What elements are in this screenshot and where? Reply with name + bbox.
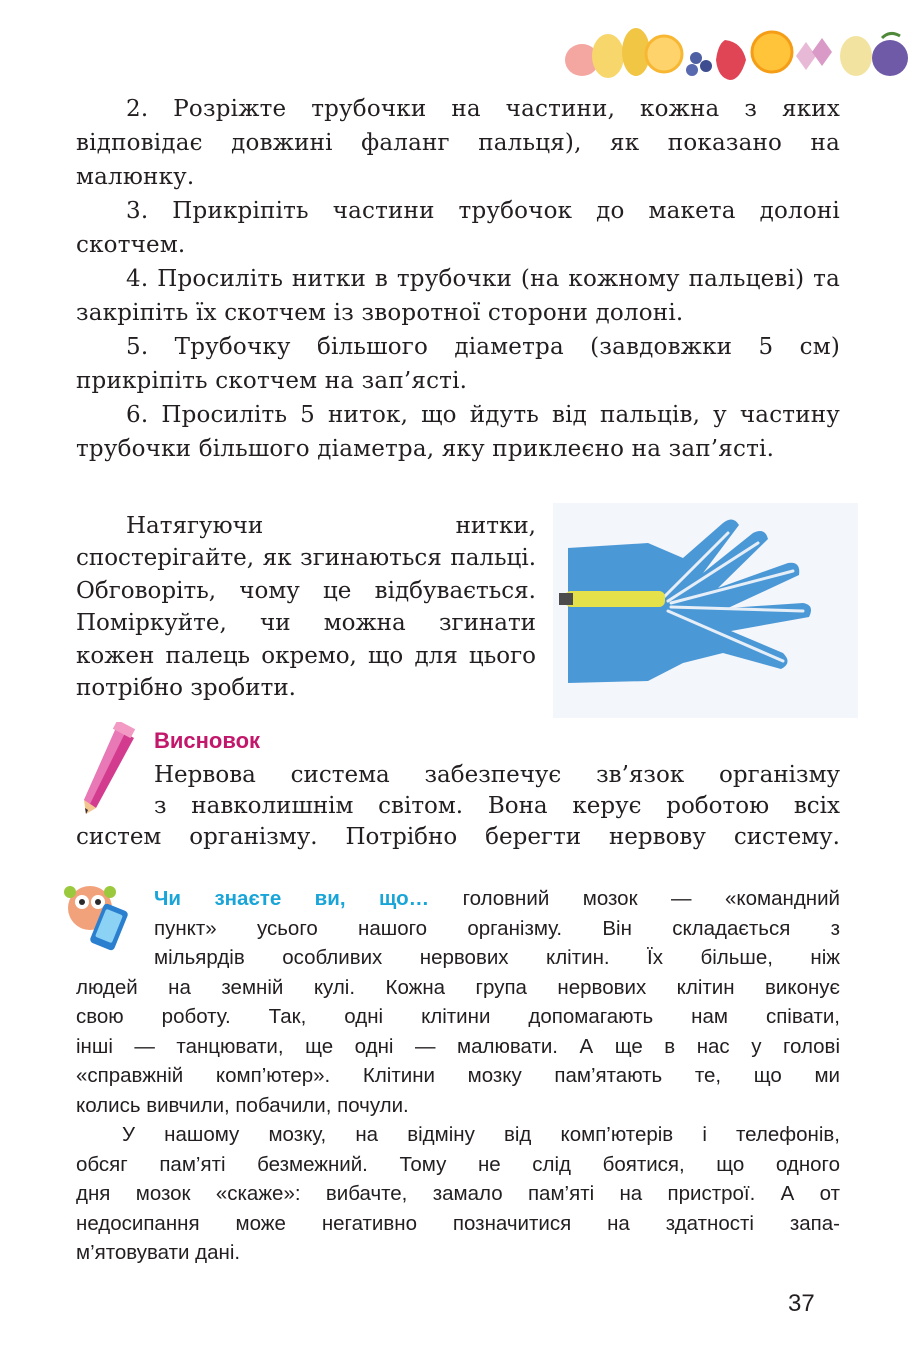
facts-line: інші — танцювати, ще одні — малювати. А ще в нас у голові (76, 1034, 840, 1058)
facts-line: недосипання може негативно позначитися на здатності запа- (76, 1211, 840, 1235)
fruit-decoration-icon (560, 22, 918, 84)
observation-text: Натягуючи нитки, спостерігайте, як згинаються пальці. Обговоріть, чому це відбувається. Поміркуйте, чи можна згинати кожен палець окремо, що для цього потрібно зробити. (76, 513, 536, 702)
facts-line: мільярдів особливих нервових клітин. Їх більше, ніж (154, 946, 840, 969)
conclusion-line: систем організму. Потрібно берегти нервову систему. (76, 824, 840, 850)
facts-line: «справжній комп’ютер». Клітини мозку пам’ятають те, що ми (76, 1064, 840, 1087)
facts-line: обсяг пам’яті безмежний. Тому не слід боятися, що одного (76, 1152, 840, 1176)
facts-line: пункт» усього нашого організму. Він складається з (154, 916, 840, 940)
step-4: 4. Просиліть нитки в трубочки (на кожному пальцеві) та закріпіть їх скотчем із зворотної сторони долоні. (76, 266, 840, 326)
observation-paragraph (76, 510, 536, 704)
facts-line-text: головний мозок — «командний (462, 887, 841, 910)
facts-line (76, 884, 840, 914)
step-3: 3. Прикріпіть частини трубочок до макета долоні скотчем. (76, 198, 840, 258)
facts-line: м’ятовувати дані. (76, 1241, 241, 1264)
step-6: 6. Просиліть 5 ниток, що йдуть від пальців, у частину трубочки більшого діаметра, яку приклеєно на зап’ясті. (76, 402, 840, 462)
step-2: 2. Розріжте трубочки на частини, кожна з яких відповідає довжині фаланг пальця), як показано на малюнку. (76, 96, 840, 190)
conclusion-line: з навколишнім світом. Вона керує роботою всіх (154, 793, 840, 819)
conclusion-text (76, 760, 840, 853)
glove-model-photo (553, 503, 858, 718)
conclusion-line: Нервова система забезпечує зв’язок організму (154, 762, 840, 788)
page-number: 37 (788, 1290, 815, 1317)
facts-line: людей на земній кулі. Кожна група нервових клітин виконує (76, 975, 840, 999)
facts-lead: Чи знаєте ви, що… (154, 887, 430, 910)
did-you-know-section (76, 884, 840, 1268)
instruction-steps (76, 92, 840, 466)
facts-line: дня мозок «скаже»: вибачте, замало пам’яті на пристрої. А от (76, 1182, 840, 1205)
facts-line: колись вивчили, побачили, почули. (76, 1093, 409, 1117)
conclusion-title: Висновок (154, 728, 261, 753)
facts-line: свою роботу. Так, одні клітини допомагають нам співати, (76, 1005, 840, 1028)
facts-line: У нашому мозку, на відміну від комп’ютерів і телефонів, (122, 1123, 840, 1146)
step-5: 5. Трубочку більшого діаметра (завдовжки 5 см) прикріпіть скотчем на зап’ясті. (76, 334, 840, 394)
